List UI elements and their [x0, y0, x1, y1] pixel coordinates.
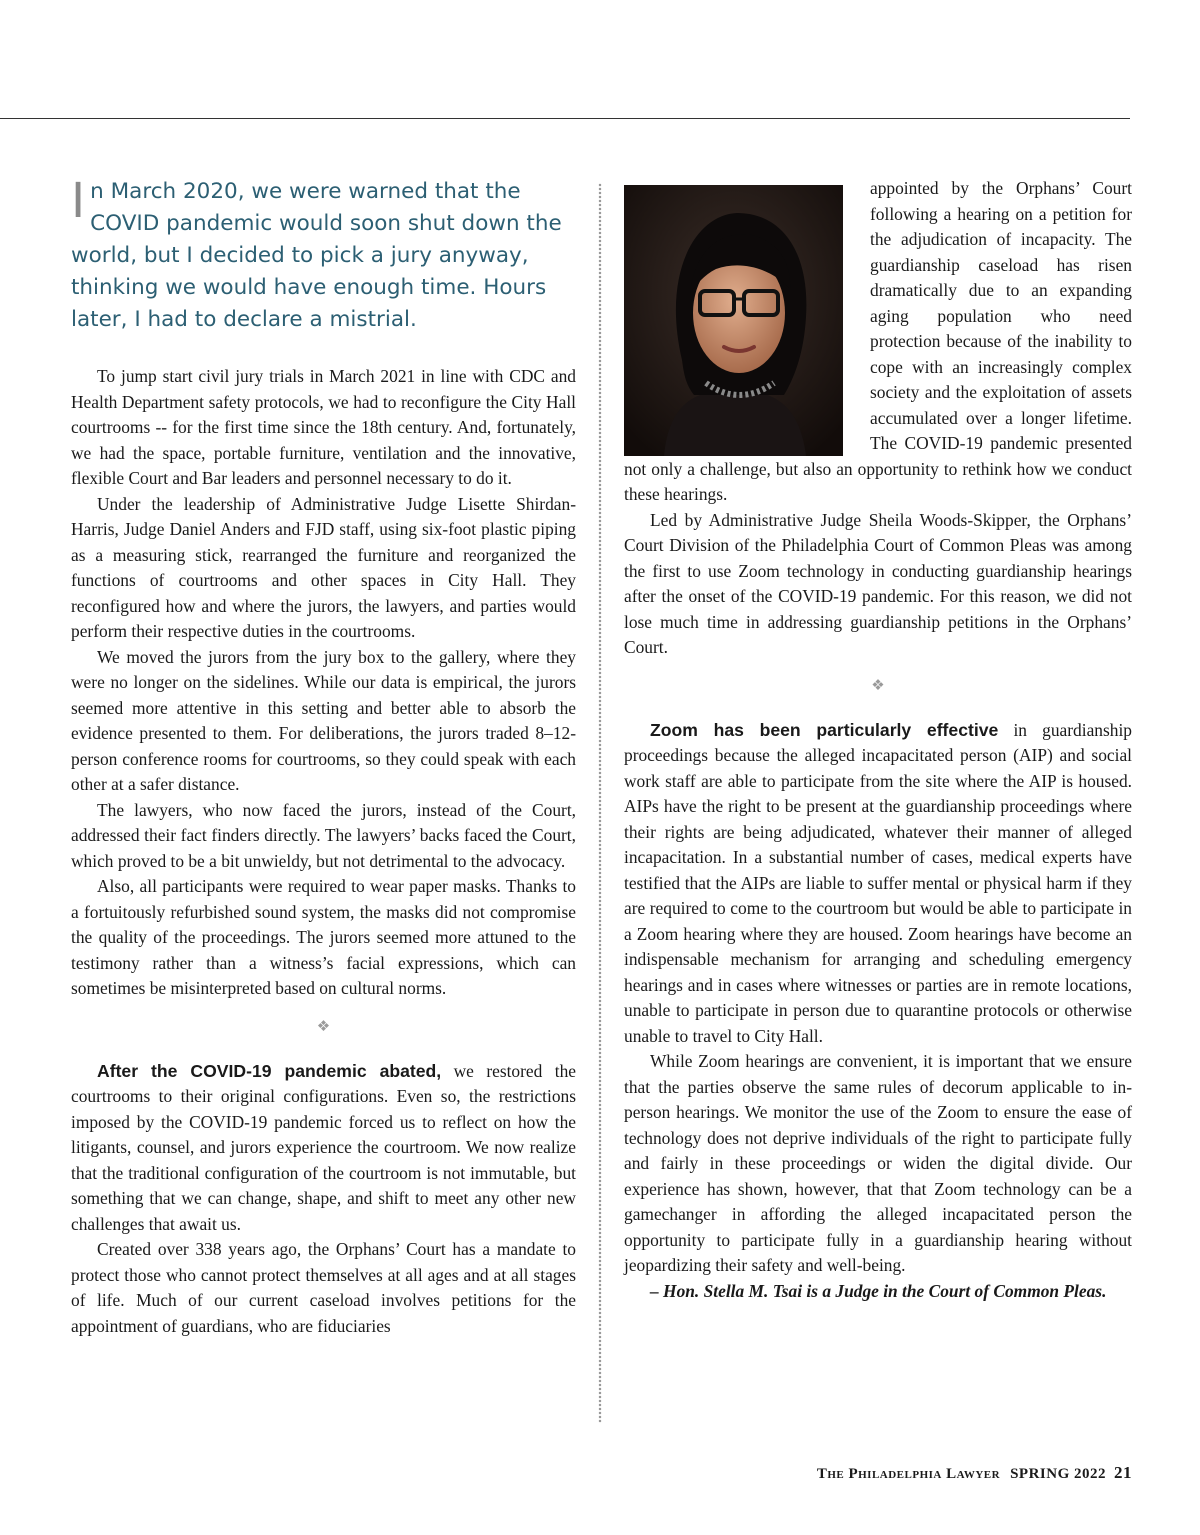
issue-season: SPRING 2022	[1010, 1466, 1106, 1482]
section-text: in guardianship proceedings because the alleged incapacitated person (AIP) and social work staff are able to participate from the site where the AIP is housed. AIPs have the right to be present at the guardianship proceedings where their rights are being adjudicated, whatever their manner of alleged incapacitation. In a substantial number of cases, medical experts have testified that the AIPs are liable to suffer mental or physical harm if they are required to come to the courtroom but would be able to participate in a Zoom hearing where they are housed. Zoom hearings have become an indispensable mechanism for arranging and scheduling emergency hearings and in cases where witnesses or parties are in remote locations, unable to participate in person due to quarantine protocols or otherwise unable to travel to City Hall.	[624, 719, 1132, 1046]
section-text: we restored the courtrooms to their original configurations. Even so, the restrictions imposed by the COVID-19 pandemic forced us to reflect on how the litigants, counsel, and jurors experience the courtroom. We now realize that the traditional configuration of the courtroom is not immutable, but something that we can change, shape, and shift to meet any other new challenges that await us.	[71, 1060, 576, 1234]
body-paragraph: Also, all participants were required to wear paper masks. Thanks to a fortuitously refurbished sound system, the masks did not compromise the quality of the proceedings. The jurors seemed more attuned to the testimony rather than a witness’s facial expressions, which can sometimes be misinterpreted based on cultural norms.	[71, 876, 576, 998]
column-divider	[597, 183, 603, 1423]
section-ornament-icon: ❖	[316, 1016, 331, 1035]
continued-paragraph: appointed by the Orphans’ Court following a hearing on a petition for the adjudication of incapacity. The guardianship caseload has risen dramatically due to an expanding aging population who need protection because of the inability to cope with an increasingly complex society and the exploitation of assets accumulated over a longer lifetime. The COVID-19 pandemic presented not only a challenge, but also an opportunity to rethink how we conduct these hearings.	[624, 178, 1132, 504]
body-paragraph: We moved the jurors from the jury box to the gallery, where they were no longer on the sidelines. While our data is empirical, the jurors seemed more attentive in this setting and better able to absorb the evidence presented to them. For deliberations, the jurors traded 8–12-person conference rooms for courtrooms, so they could speak with each other at a safer distance.	[71, 646, 576, 794]
author-byline: – Hon. Stella M. Tsai is a Judge in the Court of Common Pleas.	[650, 1280, 1107, 1301]
right-column	[624, 176, 1132, 1304]
body-paragraph: While Zoom hearings are convenient, it is important that we ensure that the parties observe the same rules of decorum applicable to in-person hearings. We monitor the use of the Zoom to ensure the ease of technology does not deprive individuals of the right to participate fully and fairly in these proceedings or widen the digital divide. Our experience has shown, however, that that Zoom technology can be a gamechanger in affording the alleged incapacitated person the opportunity to participate fully in a guardianship hearing without jeopardizing their safety and well-being.	[624, 1051, 1132, 1275]
intro-text: n March 2020, we were warned that the COVID pandemic would soon shut down the world, but I decided to pick a jury anyway, thinking we would have enough time. Hours later, I had to declare a mistrial.	[71, 179, 562, 332]
body-paragraph: Created over 338 years ago, the Orphans’ Court has a mandate to protect those who cannot protect themselves at all ages and at all stages of life. Much of our current caseload involves petitions for the appointment of guardians, who are fiduciaries	[71, 1239, 576, 1336]
section-lead-in: Zoom has been particularly effective	[650, 719, 999, 740]
body-paragraph: Under the leadership of Administrative Judge Lisette Shirdan-Harris, Judge Daniel Anders and FJD staff, using six-foot plastic piping as a measuring stick, rearranged the furniture and reorganized the functions of courtrooms and other spaces in City Hall. They reconfigured how and where the jurors, the lawyers, and parties would perform their respective duties in the courtrooms.	[71, 493, 576, 641]
publication-name: The Philadelphia Lawyer	[816, 1466, 1001, 1482]
intro-paragraph	[71, 173, 576, 336]
author-portrait-photo	[624, 185, 843, 456]
section-lead-in: After the COVID-19 pandemic abated,	[97, 1060, 442, 1081]
page-footer	[817, 1463, 1132, 1483]
body-paragraph: Led by Administrative Judge Sheila Woods-Skipper, the Orphans’ Court Division of the Philadelphia Court of Common Pleas was among the first to use Zoom technology in conducting guardianship hearings after the onset of the COVID-19 pandemic. For this reason, we did not lose much time in addressing guardianship petitions in the Orphans’ Court.	[624, 509, 1132, 657]
header-rule	[0, 118, 1130, 119]
section-paragraph	[71, 1059, 576, 1238]
left-column	[71, 173, 576, 1339]
section-paragraph	[624, 718, 1132, 1050]
body-paragraph: To jump start civil jury trials in March 2021 in line with CDC and Health Department safety protocols, we had to reconfigure the City Hall courtrooms -- for the first time since the 18th century. And, fortunately, we had the space, portable furniture, ventilation and the innovative, flexible Court and Bar leaders and personnel necessary to do it.	[71, 366, 576, 488]
section-ornament-icon: ❖	[871, 675, 885, 694]
body-paragraph: The lawyers, who now faced the jurors, instead of the Court, addressed their fact finders directly. The lawyers’ backs faced the Court, which proved to be a bit unwieldy, but not detrimental to the advocacy.	[71, 799, 576, 871]
drop-cap: I	[71, 173, 86, 229]
page-number: 21	[1114, 1463, 1132, 1482]
